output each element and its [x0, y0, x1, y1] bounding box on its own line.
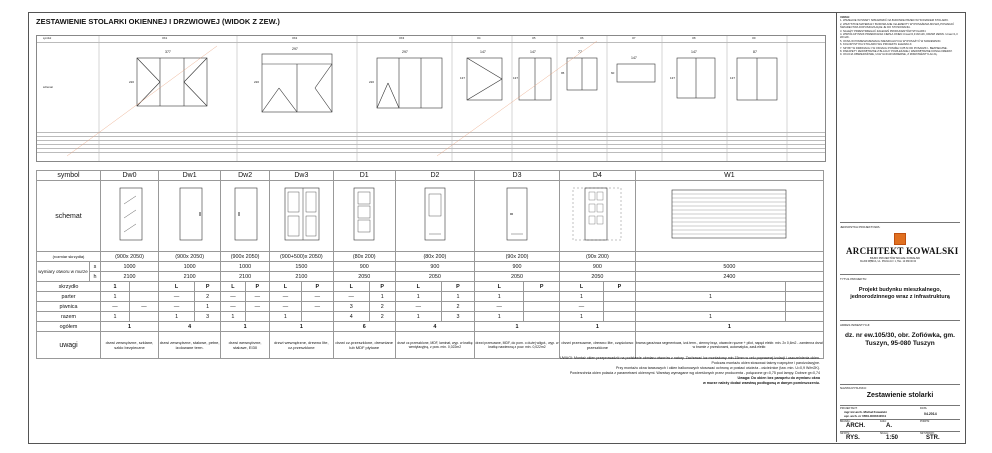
- win-width-1: 297: [292, 47, 298, 51]
- door-uwagi: drzwi cz.przeszklone, drewniane lub MDF płytowe: [333, 332, 395, 359]
- door-L: L: [475, 282, 524, 292]
- door-s: 1000: [101, 262, 159, 272]
- general-notes: [840, 16, 960, 211]
- door-drawing-d4: [559, 181, 635, 252]
- legend-line: Powierzchnia okien połacia z parametrami okiennymi. Warstwy wymagane wg określonych przez producenta - połączone gr=0,75 pod lampy. Dobrze gr=0,74: [569, 371, 820, 375]
- door-uwagi: drzwi zewnętrzne, szklane, szkło bezpieczne: [101, 332, 159, 359]
- note-line: 8. PARAPETY ZEWNĘTRZNE Z BLACHY POWLEKANEJ, WEWNĘTRZNE KONGLOMERAT.: [840, 50, 953, 54]
- door-parter-L: 1: [101, 292, 130, 302]
- door-razem-P: [129, 312, 158, 322]
- door-drawing-d2: [395, 181, 474, 252]
- note-line: 3. NALEŻY PRZESTRZEGAĆ ZALECEŃ PRODUCENTÓW STOLARKI.: [840, 29, 927, 33]
- win-symbol-1: OK2: [292, 37, 298, 40]
- doors-table: [36, 170, 824, 359]
- windows-header-label: symbol: [43, 37, 52, 40]
- door-L: L: [559, 282, 603, 292]
- door-piwnica-L: —: [101, 302, 130, 312]
- legend-line: w murze należy dodać warstwę podłogową w danym pomieszczeniu.: [702, 381, 820, 385]
- door-h: 2050: [395, 272, 474, 282]
- win-symbol-6: O7: [632, 37, 636, 40]
- door-piwnica-P: 2: [369, 302, 395, 312]
- door-symbol: D3: [475, 171, 560, 181]
- door-ogolem: 1: [559, 322, 635, 332]
- door-drawing-dw3: [270, 181, 334, 252]
- door-drawing-dw0: [101, 181, 159, 252]
- door-parter-P: [786, 292, 824, 302]
- win-height-3: 137: [460, 76, 466, 80]
- nr-value: RYS.: [846, 435, 860, 441]
- meta-block-1: [840, 419, 960, 431]
- door-h: 2050: [475, 272, 560, 282]
- door-piwnica-P: 2: [441, 302, 474, 312]
- door-drawing-w1: [635, 181, 823, 252]
- door-piwnica-L: [635, 302, 785, 312]
- door-razem-L: 1: [221, 312, 245, 322]
- doors-s-label: s: [90, 262, 101, 272]
- win-width-6: 147: [631, 56, 637, 60]
- meta-block-2: [840, 431, 960, 443]
- door-P: P: [245, 282, 269, 292]
- door-parter-P: 1: [369, 292, 395, 302]
- door-piwnica-L: —: [475, 302, 524, 312]
- adres-label: ADRES INWESTYCJI:: [840, 323, 871, 327]
- door-h: 2050: [559, 272, 635, 282]
- door-parter-P: 2: [195, 292, 221, 302]
- project-title: Projekt budynku mieszkalnego, jednorodzinnego wraz z infrastrukturą: [850, 287, 950, 300]
- projektant-name: mgr inż.arch. Michał Kowalski: [844, 410, 887, 414]
- note-line: 9. OKUCIA OBWIEDNIOWE, UCHYLNO-ROZWIERNE, Z MIKROWENTYLACJĄ.: [840, 53, 938, 57]
- win-height-2: 220: [369, 80, 375, 84]
- door-razem-L: 1: [395, 312, 441, 322]
- door-s: 900: [395, 262, 474, 272]
- win-symbol-7: O8: [692, 37, 696, 40]
- win-height-0: 220: [129, 80, 135, 84]
- door-parter-P: —: [245, 292, 269, 302]
- door-L: L: [159, 282, 195, 292]
- note-line: 7. SZYBY W DRZWIACH I W OKNACH PONIŻEJ 0,85 M OD POSADZKI - BEZPIECZNE.: [840, 46, 948, 50]
- door-ogolem: 1: [270, 322, 334, 332]
- door-L: L: [270, 282, 302, 292]
- door-symbol: W1: [635, 171, 823, 181]
- door-drawing-d1: [333, 181, 395, 252]
- door-symbol: D2: [395, 171, 474, 181]
- door-uwagi: drzwi cz.przeszklone, MDF, laminat, wyp. w kratkę wentylacyjną, z pow. min. 0,022m2: [395, 332, 474, 359]
- door-L: [635, 282, 785, 292]
- door-drawing-dw1: [159, 181, 221, 252]
- door-piwnica-P: —: [301, 302, 333, 312]
- win-width-3: 147: [480, 50, 486, 54]
- door-size: [635, 252, 823, 262]
- door-parter-L: —: [159, 292, 195, 302]
- door-h: 2100: [270, 272, 334, 282]
- door-size: (80x 200): [333, 252, 395, 262]
- door-size: (900x 2050): [221, 252, 270, 262]
- rys-label: NAZWA RYSUNKU:: [840, 386, 867, 390]
- door-piwnica-P: —: [245, 302, 269, 312]
- door-parter-L: 1: [475, 292, 524, 302]
- door-parter-L: —: [333, 292, 369, 302]
- door-P: [129, 282, 158, 292]
- designer-block: [840, 405, 960, 419]
- note-line: 2. WSZYSTKIE MATERIAŁY BUDOWLANE I ELEMENTY WYPOSAŻENIA MUSZĄ POSIADAĆ ŚWIADECTWA DOPUSZCZAJĄCE JE DO STOSOWANIA.: [840, 22, 955, 30]
- door-razem-P: 3: [441, 312, 474, 322]
- door-s: 900: [559, 262, 635, 272]
- win-width-4: 147: [530, 50, 536, 54]
- door-uwagi: drzwi wewnętrzne, stalowe, EI30: [221, 332, 270, 359]
- door-piwnica-P: [524, 302, 560, 312]
- door-razem-P: [301, 312, 333, 322]
- door-size: (90x 200): [475, 252, 560, 262]
- strona-label: NR STRONY:: [920, 432, 935, 435]
- door-razem-L: 1: [559, 312, 603, 322]
- door-piwnica-L: —: [559, 302, 603, 312]
- win-symbol-5: O6: [580, 37, 584, 40]
- door-size: (80x 200): [395, 252, 474, 262]
- win-width-0: 377: [165, 50, 171, 54]
- door-size: (900+500)x 2050): [270, 252, 334, 262]
- door-razem-L: 1: [101, 312, 130, 322]
- door-piwnica-L: —: [221, 302, 245, 312]
- win-width-7: 147: [691, 50, 697, 54]
- door-piwnica-L: —: [270, 302, 302, 312]
- skala-value: 1:50: [886, 435, 899, 441]
- door-ogolem: 6: [333, 322, 395, 332]
- jednostka-label: JEDNOSTKA PROJEKTOWA:: [840, 225, 881, 229]
- door-drawing-d3: [475, 181, 560, 252]
- win-height-5: 95: [561, 71, 565, 75]
- doors-symbol-label: symbol: [37, 171, 101, 181]
- win-width-2: 297: [402, 50, 408, 54]
- door-uwagi: drzwi zewnętrzne, stalowe, pełne, izolowane term.: [159, 332, 221, 359]
- faza-label: FAZA:: [880, 420, 887, 423]
- tytul-label: TYTUŁ PROJEKTU:: [840, 277, 868, 281]
- win-height-6: 60: [611, 71, 615, 75]
- door-piwnica-P: [786, 302, 824, 312]
- note-line: 6. KOLORYSTYKA STOLARKI WG PROJEKTU ELEWACJI.: [840, 43, 913, 47]
- door-ogolem: 1: [475, 322, 560, 332]
- door-symbol: Dw0: [101, 171, 159, 181]
- doors-wymiary-label: wymiary otworu w murze: [37, 262, 90, 282]
- door-piwnica-L: 3: [333, 302, 369, 312]
- door-razem-P: [604, 312, 636, 322]
- door-razem-L: 1: [270, 312, 302, 322]
- win-height-4: 137: [513, 76, 519, 80]
- project-title-block: [840, 274, 960, 319]
- legend-line: Przy montażu okna tarasowych i okien balkonowych stosować ochronę w postaci ościeża - ościeżnice (tzw. min. U=0,9 W/m2K).: [615, 366, 820, 370]
- door-parter-P: [604, 292, 636, 302]
- legend-line: Uwaga: Do okien bez parapetu do wymiaru okna: [737, 376, 820, 380]
- door-ogolem: 4: [395, 322, 474, 332]
- door-parter-P: [129, 292, 158, 302]
- doors-size-label: (rozmiar skrzydła): [37, 252, 101, 262]
- win-height-8: 137: [730, 76, 736, 80]
- firm-sub1: BIURO PROJEKTÓW MICHAŁ KOWALSKI: [870, 257, 921, 260]
- windows-drawings: [37, 36, 825, 161]
- project-address: dz. nr ew.105/30, obr. Zofiówka, gm. Tuszyn, 95-080 Tuszyn: [845, 332, 955, 347]
- win-symbol-2: OK3: [399, 37, 405, 40]
- door-P: P: [369, 282, 395, 292]
- nr-label: NR RYS.:: [840, 432, 851, 435]
- door-s: 900: [475, 262, 560, 272]
- drawing-name: Zestawienie stolarki: [866, 392, 934, 399]
- podpis-label: PODPIS:: [920, 420, 930, 423]
- doors-razem-label: razem: [37, 312, 101, 322]
- strona-value: STR.: [926, 435, 940, 441]
- door-h: 2100: [159, 272, 221, 282]
- data-label: DATA:: [920, 407, 928, 410]
- firm-logo-icon: [894, 233, 906, 245]
- sheet-title: ZESTAWIENIE STOLARKI OKIENNEJ I DRZWIOWEJ (WIDOK Z ZEW.): [36, 17, 280, 26]
- door-s: 1000: [221, 262, 270, 272]
- win-height-1: 220: [254, 80, 260, 84]
- door-piwnica-P: 1: [195, 302, 221, 312]
- note-line: 5. OKNA W POMIESZCZENIACH MIESZKALNYCH WYPOSAŻYĆ W NAWIEWNIKI.: [840, 39, 942, 43]
- door-P: P: [195, 282, 221, 292]
- door-razem-P: [524, 312, 560, 322]
- note-line: 1. WSZELKIE WYMIARY SPRAWDZIĆ NA BUDOWIE PRZED WYKONANIEM STOLARKI.: [840, 19, 949, 23]
- doors-piwnica-label: piwnica: [37, 302, 101, 312]
- doors-h-label: h: [90, 272, 101, 282]
- doors-parter-label: parter: [37, 292, 101, 302]
- win-symbol-3: O4: [477, 37, 481, 40]
- door-L: L: [221, 282, 245, 292]
- door-size: (900x 2050): [101, 252, 159, 262]
- door-h: 2050: [333, 272, 395, 282]
- door-uwagi: drzwi przesuwne, MDF, do pom. o dużej wilgot., wyp. w kratkę nawiewną z pow. min. 0,022m2: [475, 332, 560, 359]
- win-width-8: 87: [753, 50, 757, 54]
- door-ogolem: 4: [159, 322, 221, 332]
- doors-ogolem-label: ogółem: [37, 322, 101, 332]
- door-uwagi: drzwi wewnętrzne, drewno lite, cz.przeszklone: [270, 332, 334, 359]
- door-razem-P: [786, 312, 824, 322]
- firm-name: ARCHITEKT KOWALSKI: [846, 246, 959, 256]
- branza-value: ARCH.: [846, 423, 865, 429]
- door-symbol: D1: [333, 171, 395, 181]
- drawing-name-block: [840, 384, 960, 405]
- door-drawing-dw2: [221, 181, 270, 252]
- win-symbol-4: O5: [532, 37, 536, 40]
- door-piwnica-L: —: [159, 302, 195, 312]
- door-P: P: [604, 282, 636, 292]
- door-parter-P: 1: [441, 292, 474, 302]
- door-symbol: Dw1: [159, 171, 221, 181]
- door-uwagi: brama garażowa segmentowa, izol.term., ciemny brąz, otwarcie ręczne + pilot, napęd elektr. min. 2x 0,6m2 - zamienna drzwi w bramie z przesłonami, automatyka, zasil.elektr.: [635, 332, 823, 359]
- door-s: 1500: [270, 262, 334, 272]
- door-parter-L: 1: [395, 292, 441, 302]
- door-symbol: Dw3: [270, 171, 334, 181]
- door-parter-L: 1: [559, 292, 603, 302]
- branza-label: BRANŻA:: [840, 420, 851, 423]
- door-s: 1000: [159, 262, 221, 272]
- win-width-5: 77: [578, 50, 582, 54]
- door-h: 2400: [635, 272, 823, 282]
- door-razem-L: 1: [159, 312, 195, 322]
- door-symbol: D4: [559, 171, 635, 181]
- skala-label: SKALA:: [880, 432, 889, 435]
- door-P: P: [301, 282, 333, 292]
- door-L: L: [333, 282, 369, 292]
- door-ogolem: 1: [635, 322, 823, 332]
- door-piwnica-P: [604, 302, 636, 312]
- door-uwagi: drzwi przesuwne, drewno lite, częściowo przeszklone: [559, 332, 635, 359]
- windows-table: [36, 35, 826, 162]
- firm-block: [840, 222, 960, 273]
- projektant-label: PROJEKTANT:: [840, 407, 858, 410]
- legend-line: UWAGI: Montaż okien przeprowadzić na podstawie obmiaru otworów z natury. Zachować luz montażowy min.15mm w celu poprawnej izolacji i uszczelnienia okien.: [559, 356, 820, 360]
- door-h: 2100: [221, 272, 270, 282]
- door-s: 5000: [635, 262, 823, 272]
- door-razem-P: 3: [195, 312, 221, 322]
- door-piwnica-L: —: [395, 302, 441, 312]
- door-parter-L: 1: [635, 292, 785, 302]
- door-s: 900: [333, 262, 395, 272]
- door-P: [786, 282, 824, 292]
- note-line: 4. WSPÓŁCZYNNIK PRZENIKANIA CIEPŁA OKIEN Umax=0,9 W/m2K, DRZWI ZEWN. Umax=1,3 W/m2K.: [840, 33, 958, 40]
- legend-line: Podczas montażu okien stosować taśmy rozprężne i paroizolacyjne.: [711, 361, 820, 365]
- door-razem-P: [245, 312, 269, 322]
- address-block: [840, 320, 960, 359]
- door-ogolem: 1: [101, 322, 159, 332]
- door-razem-L: 4: [333, 312, 369, 322]
- door-symbol: Dw2: [221, 171, 270, 181]
- door-L: L: [395, 282, 441, 292]
- win-symbol-0: OK1: [162, 37, 168, 40]
- door-razem-P: 2: [369, 312, 395, 322]
- doors-uwagi-label: uwagi: [37, 332, 101, 359]
- door-h: 2100: [101, 272, 159, 282]
- door-P: P: [441, 282, 474, 292]
- doors-skrzydlo-label: skrzydło: [37, 282, 101, 292]
- note-line: UWAGI:: [840, 16, 851, 19]
- door-size: (90x 200): [559, 252, 635, 262]
- legend-notes: [330, 356, 820, 386]
- faza-value: A.: [886, 423, 892, 429]
- door-parter-L: —: [270, 292, 302, 302]
- win-height-7: 137: [670, 76, 676, 80]
- firm-sub2: 39-200 DĘBICA, UL. POLNA 10 / 1, TEL. 14 680 00 00: [860, 261, 917, 263]
- win-symbol-8: O9: [752, 37, 756, 40]
- door-razem-L: 1: [475, 312, 524, 322]
- data-value: 04.2014: [924, 412, 937, 416]
- doors-schemat-label: schemat: [37, 181, 101, 252]
- door-parter-L: —: [221, 292, 245, 302]
- door-ogolem: 1: [221, 322, 270, 332]
- windows-schemat-label: schemat: [43, 86, 53, 89]
- door-P: P: [524, 282, 560, 292]
- door-razem-L: 1: [635, 312, 785, 322]
- door-parter-P: —: [301, 292, 333, 302]
- door-size: (900x 2050): [159, 252, 221, 262]
- door-L: 1: [101, 282, 130, 292]
- projektant-uprawnienia: upr. arch. nr 065/LOOKK/2011: [844, 414, 887, 418]
- door-parter-P: [524, 292, 560, 302]
- door-piwnica-P: —: [129, 302, 158, 312]
